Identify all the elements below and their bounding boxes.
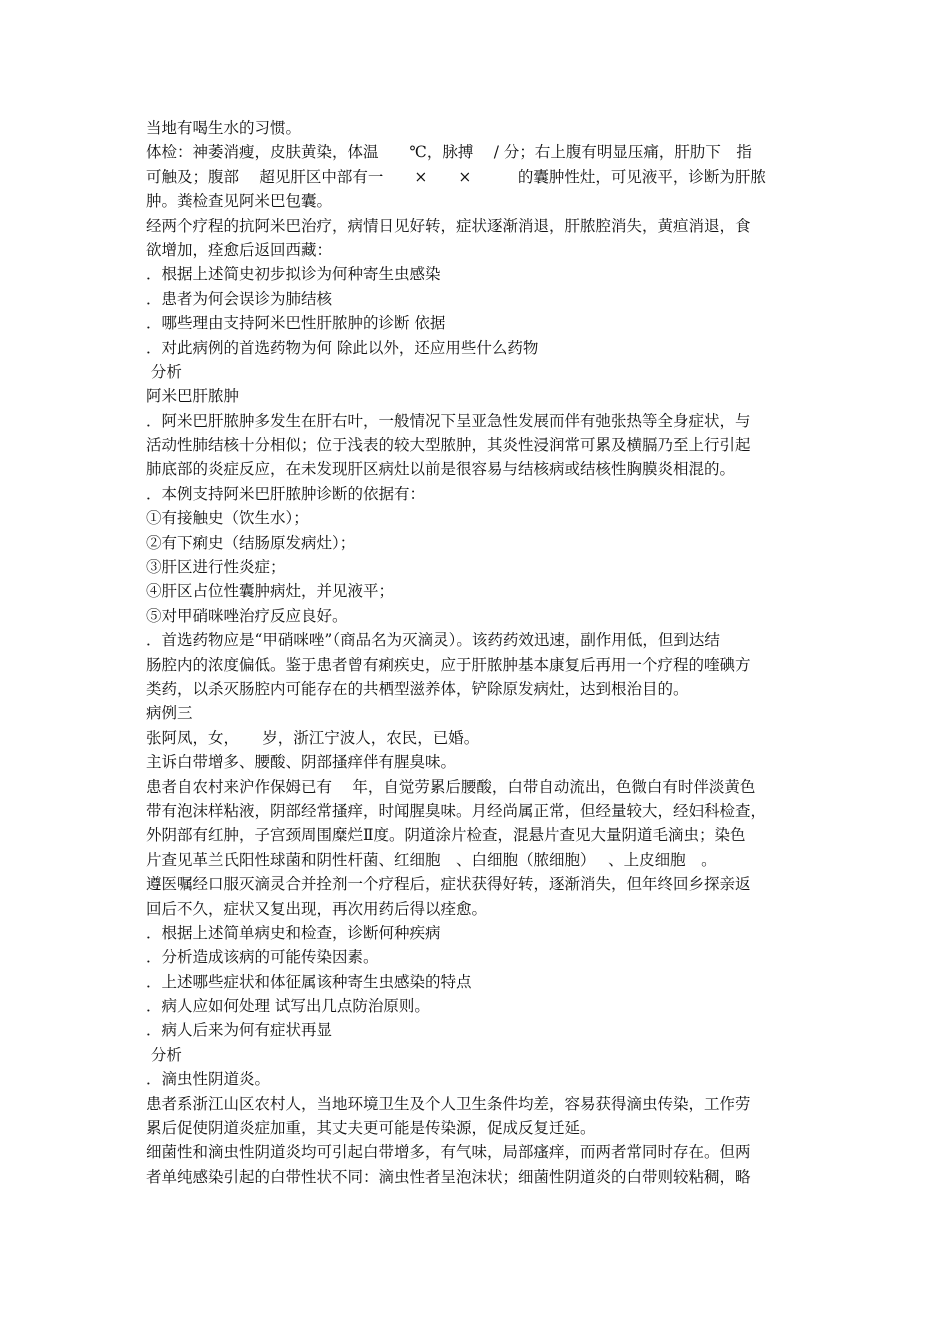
text-line: ．本例支持阿米巴肝脓肿诊断的依据有： [146,484,426,503]
text-line: 肠腔内的浓度偏低。鉴于患者曾有痢疾史，应于肝脓肿基本康复后再用一个疗程的喹碘方 [146,655,751,674]
text-line: ．根据上述简单病史和检查，诊断何种疾病 [146,923,441,942]
text-line: 当地有喝生水的习惯。 [146,119,302,137]
text-line: 可触及；腹部 超见肝区中部有一 × × 的囊肿性灶，可见液平，诊断为肝脓 [146,167,766,186]
text-line: 遵医嘱经口服灭滴灵合并拴剂一个疗程后，症状获得好转，逐渐消失，但年终回乡探亲返 [146,875,751,894]
text-line: 类药，以杀灭肠腔内可能存在的共栖型滋养体，铲除原发病灶，达到根治目的。 [146,679,689,698]
text-line: 分析 [146,1045,182,1064]
text-line: 肿。粪检查见阿米巴包囊。 [146,192,333,211]
text-line: ④肝区占位性囊肿病灶，并见液平； [146,582,395,601]
text-line: 患者系浙江山区农村人，当地环境卫生及个人卫生条件均差，容易获得滴虫传染，工作劳 [146,1094,751,1113]
text-line: ．哪些理由支持阿米巴性肝脓肿的诊断 依据 [146,314,446,333]
text-line: 细菌性和滴虫性阴道炎均可引起白带增多，有气味，局部瘙痒，而两者常同时存在。但两 [146,1143,751,1162]
text-line: 阿米巴肝脓肿 [146,387,240,406]
text-line: 病例三 [146,704,193,723]
text-line: ③肝区进行性炎症； [146,558,286,577]
text-line: 活动性肺结核十分相似；位于浅表的较大型脓肿，其炎性浸润常可累及横膈乃至上行引起 [146,436,751,455]
text-line: ．患者为何会误诊为肺结核 [146,289,333,308]
text-line: ．根据上述简史初步拟诊为何种寄生虫感染 [146,265,441,284]
text-line: ．分析造成该病的可能传染因素。 [146,948,379,967]
text-line: ．阿米巴肝脓肿多发生在肝右叶，一般情况下呈亚急性发展而伴有弛张热等全身症状，与 [146,411,751,430]
text-line: 肺底部的炎症反应，在未发现肝区病灶以前是很容易与结核病或结核性胸膜炎相混的。 [146,460,736,479]
text-line: 患者自农村来沪作保姆已有 年，自觉劳累后腰酸，白带自动流出，色微白有时伴淡黄色 [146,777,756,796]
text-line: 带有泡沫样粘液，阴部经常搔痒，时闻腥臭味。月经尚属正常，但经量较大，经妇科检查， [146,801,767,820]
text-line: 体检：神萎消瘦，皮肤黄染，体温 ℃，脉搏 / 分；右上腹有明显压痛，肝肋下 指 [146,143,752,162]
text-line: ⑤对甲硝咪唑治疗反应良好。 [146,606,348,625]
text-line: ．病人后来为何有症状再显 [146,1021,333,1040]
text-line: 经两个疗程的抗阿米巴治疗，病情日见好转，症状逐渐消退，肝脓腔消失，黄疸消退，食 [146,216,751,235]
text-line: 回后不久，症状又复出现，再次用药后得以痊愈。 [146,899,488,918]
text-line: 片查见革兰氏阳性球菌和阴性杆菌、红细胞 、白细胞（脓细胞） 、上皮细胞 。 [146,850,717,869]
text-line: ①有接触史（饮生水）； [146,509,309,528]
text-line: 张阿凤，女， 岁，浙江宁波人，农民，已婚。 [146,728,480,747]
text-line: ．首选药物应是“甲硝咪唑”（商品名为灭滴灵）。该药药效迅速，副作用低，但到达结 [146,631,720,650]
document-body [146,116,812,1189]
text-line: ．对此病例的首选药物为何 除此以外，还应用些什么药物 [146,338,539,357]
text-line: 欲增加，痊愈后返回西藏： [146,240,333,259]
text-line: ．病人应如何处理 试写出几点防治原则。 [146,997,430,1016]
text-line: 累后促使阴道炎症加重，其丈夫更可能是传染源，促成反复迁延。 [146,1119,596,1138]
text-line: 者单纯感染引起的白带性状不同：滴虫性者呈泡沫状；细菌性阴道炎的白带则较粘稠，略 [146,1167,751,1186]
text-line: ．滴虫性阴道炎。 [146,1070,271,1089]
text-line: 外阴部有红肿，子宫颈周围糜烂Ⅱ度。阴道涂片检查，混悬片查见大量阴道毛滴虫；染色 [146,826,746,845]
text-line: ．上述哪些症状和体征属该种寄生虫感染的特点 [146,972,472,991]
text-line: ②有下痢史（结肠原发病灶）； [146,533,356,552]
text-line: 主诉白带增多、腰酸、阴部搔痒伴有腥臭味。 [146,753,457,772]
text-line: 分析 [146,362,182,381]
